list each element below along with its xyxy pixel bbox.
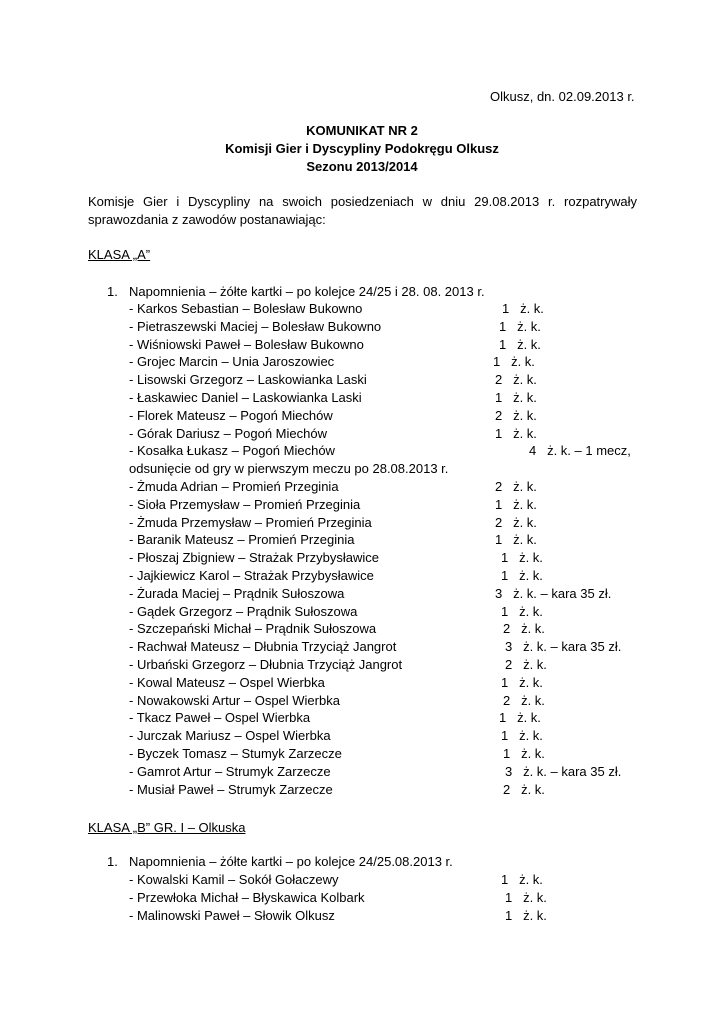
heading-line-1: KOMUNIKAT NR 2 — [306, 123, 418, 138]
list-item — [129, 763, 622, 781]
penalty: 1 ż. k. — [495, 532, 537, 548]
player-club: - Rachwał Mateusz – Dłubnia Trzyciąż Jangrot — [129, 639, 397, 655]
penalty: 1 ż. k. — [501, 728, 543, 744]
section-b-title: KLASA „B” GR. I – Olkuska — [88, 820, 246, 835]
list-item — [129, 549, 543, 567]
list-item-continuation: odsunięcie od gry w pierwszym meczu po 28.08.2013 r. — [129, 461, 449, 477]
section-b-item-number: 1. — [107, 854, 118, 869]
penalty: 2 ż. k. — [503, 781, 545, 797]
penalty: 1 ż. k. — [495, 389, 537, 405]
penalty: 1 ż. k. — [495, 425, 537, 441]
player-club: - Musiał Paweł – Strumyk Zarzecze — [129, 781, 333, 797]
list-item — [129, 300, 544, 318]
penalty: 2 ż. k. — [505, 656, 547, 672]
penalty: 1 ż. k. — [501, 872, 543, 887]
player-club: - Sioła Przemysław – Promień Przeginia — [129, 496, 361, 512]
player-club: - Pietraszewski Maciej – Bolesław Bukowno — [129, 318, 382, 334]
list-item — [129, 371, 537, 389]
penalty: 3 ż. k. – kara 35 zł. — [505, 763, 622, 779]
player-club: - Nowakowski Artur – Ospel Wierbka — [129, 692, 340, 708]
penalty: 1 ż. k. — [499, 710, 541, 726]
player-club: - Wiśniowski Paweł – Bolesław Bukowno — [129, 336, 364, 352]
penalty: 1 ż. k. — [501, 550, 543, 566]
player-club: - Grojec Marcin – Unia Jaroszowiec — [129, 354, 335, 370]
list-item — [129, 692, 545, 710]
section-a-item-title: Napomnienia – żółte kartki – po kolejce 24/25 i 28. 08. 2013 r. — [129, 284, 485, 299]
list-item — [129, 478, 537, 496]
section-b-item-title: Napomnienia – żółte kartki – po kolejce 24/25.08.2013 r. — [129, 854, 453, 869]
penalty: 1 ż. k. — [499, 318, 541, 334]
player-club: - Baranik Mateusz – Promień Przeginia — [129, 532, 355, 548]
player-club: - Gądek Grzegorz – Prądnik Sułoszowa — [129, 603, 358, 619]
penalty: 1 ż. k. — [502, 301, 544, 316]
player-club: - Kosałka Łukasz – Pogoń Miechów — [129, 443, 335, 459]
section-a-item-number: 1. — [107, 284, 118, 299]
heading-line-2: Komisji Gier i Dyscypliny Podokręgu Olkusz — [225, 141, 499, 156]
player-club: - Malinowski Paweł – Słowik Olkusz — [129, 907, 335, 923]
player-club: - Szczepański Michał – Prądnik Sułoszowa — [129, 621, 377, 637]
player-club: - Górak Dariusz – Pogoń Miechów — [129, 425, 327, 441]
penalty: 2 ż. k. — [495, 514, 537, 530]
penalty: 1 ż. k. — [501, 567, 543, 583]
list-item — [129, 353, 535, 371]
player-club: - Gamrot Artur – Strumyk Zarzecze — [129, 763, 331, 779]
player-club: - Jajkiewicz Karol – Strażak Przybysławice — [129, 567, 374, 583]
penalty: 1 ż. k. — [505, 907, 547, 923]
section-b-item — [107, 853, 453, 871]
player-club: - Jurczak Mariusz – Ospel Wierbka — [129, 728, 331, 744]
list-item — [129, 567, 543, 585]
penalty: 1 ż. k. — [495, 496, 537, 512]
penalty: 3 ż. k. – kara 35 zł. — [505, 639, 622, 655]
list-item — [129, 442, 631, 460]
section-a-item — [107, 283, 485, 301]
intro-text: Komisje Gier i Dyscypliny na swoich posiedzeniach w dniu 29.08.2013 r. rozpatrywały sprawozdania z zawodów postanawiając: — [88, 194, 637, 227]
list-item — [129, 514, 537, 532]
penalty: 2 ż. k. — [495, 372, 537, 388]
section-a-title: KLASA „A” — [88, 247, 151, 262]
player-club: - Karkos Sebastian – Bolesław Bukowno — [129, 301, 363, 316]
list-item — [129, 709, 541, 727]
list-item — [129, 727, 543, 745]
player-club: - Żurada Maciej – Prądnik Sułoszowa — [129, 585, 345, 601]
list-item — [129, 531, 537, 549]
list-item — [129, 496, 537, 514]
list-item — [129, 389, 537, 407]
penalty: 2 ż. k. — [503, 621, 545, 637]
penalty: 1 ż. k. — [501, 674, 543, 690]
player-club: - Kowal Mateusz – Ospel Wierbka — [129, 674, 325, 690]
penalty: 2 ż. k. — [495, 478, 537, 494]
penalty: 2 ż. k. — [503, 692, 545, 708]
player-club: - Lisowski Grzegorz – Laskowianka Laski — [129, 372, 367, 388]
penalty: 1 ż. k. — [503, 745, 545, 761]
player-club: - Płoszaj Zbigniew – Strażak Przybysławice — [129, 550, 379, 566]
list-item — [129, 603, 543, 621]
player-club: - Kowalski Kamil – Sokół Gołaczewy — [129, 872, 339, 887]
penalty: 1 ż. k. — [505, 889, 547, 905]
player-club: - Florek Mateusz – Pogoń Miechów — [129, 407, 333, 423]
player-club: - Tkacz Paweł – Ospel Wierbka — [129, 710, 311, 726]
player-club: - Łaskawiec Daniel – Laskowianka Laski — [129, 389, 362, 405]
list-item — [129, 620, 545, 638]
heading-line-3: Sezonu 2013/2014 — [306, 159, 418, 174]
list-item — [129, 425, 537, 443]
penalty: 4 ż. k. – 1 mecz, — [529, 443, 631, 459]
section-a-list — [129, 300, 631, 798]
player-club: - Byczek Tomasz – Stumyk Zarzecze — [129, 745, 342, 761]
list-item — [129, 745, 545, 763]
penalty: 1 ż. k. — [493, 354, 535, 370]
player-club: - Urbański Grzegorz – Dłubnia Trzyciąż Jangrot — [129, 656, 403, 672]
player-club: - Żmuda Adrian – Promień Przeginia — [129, 478, 339, 494]
list-item — [129, 336, 541, 354]
player-club: - Żmuda Przemysław – Promień Przeginia — [129, 514, 372, 530]
list-item — [129, 656, 547, 674]
list-item — [129, 318, 541, 336]
list-item — [129, 407, 537, 425]
list-item — [129, 674, 543, 692]
intro-paragraph — [88, 193, 637, 229]
player-club: - Przewłoka Michał – Błyskawica Kolbark — [129, 889, 365, 905]
penalty: 2 ż. k. — [495, 407, 537, 423]
penalty: 1 ż. k. — [501, 603, 543, 619]
list-item — [129, 585, 612, 603]
date-line: Olkusz, dn. 02.09.2013 r. — [490, 89, 635, 104]
penalty: 3 ż. k. – kara 35 zł. — [495, 585, 612, 601]
list-item — [129, 638, 622, 656]
list-item — [129, 781, 545, 799]
penalty: 1 ż. k. — [499, 336, 541, 352]
